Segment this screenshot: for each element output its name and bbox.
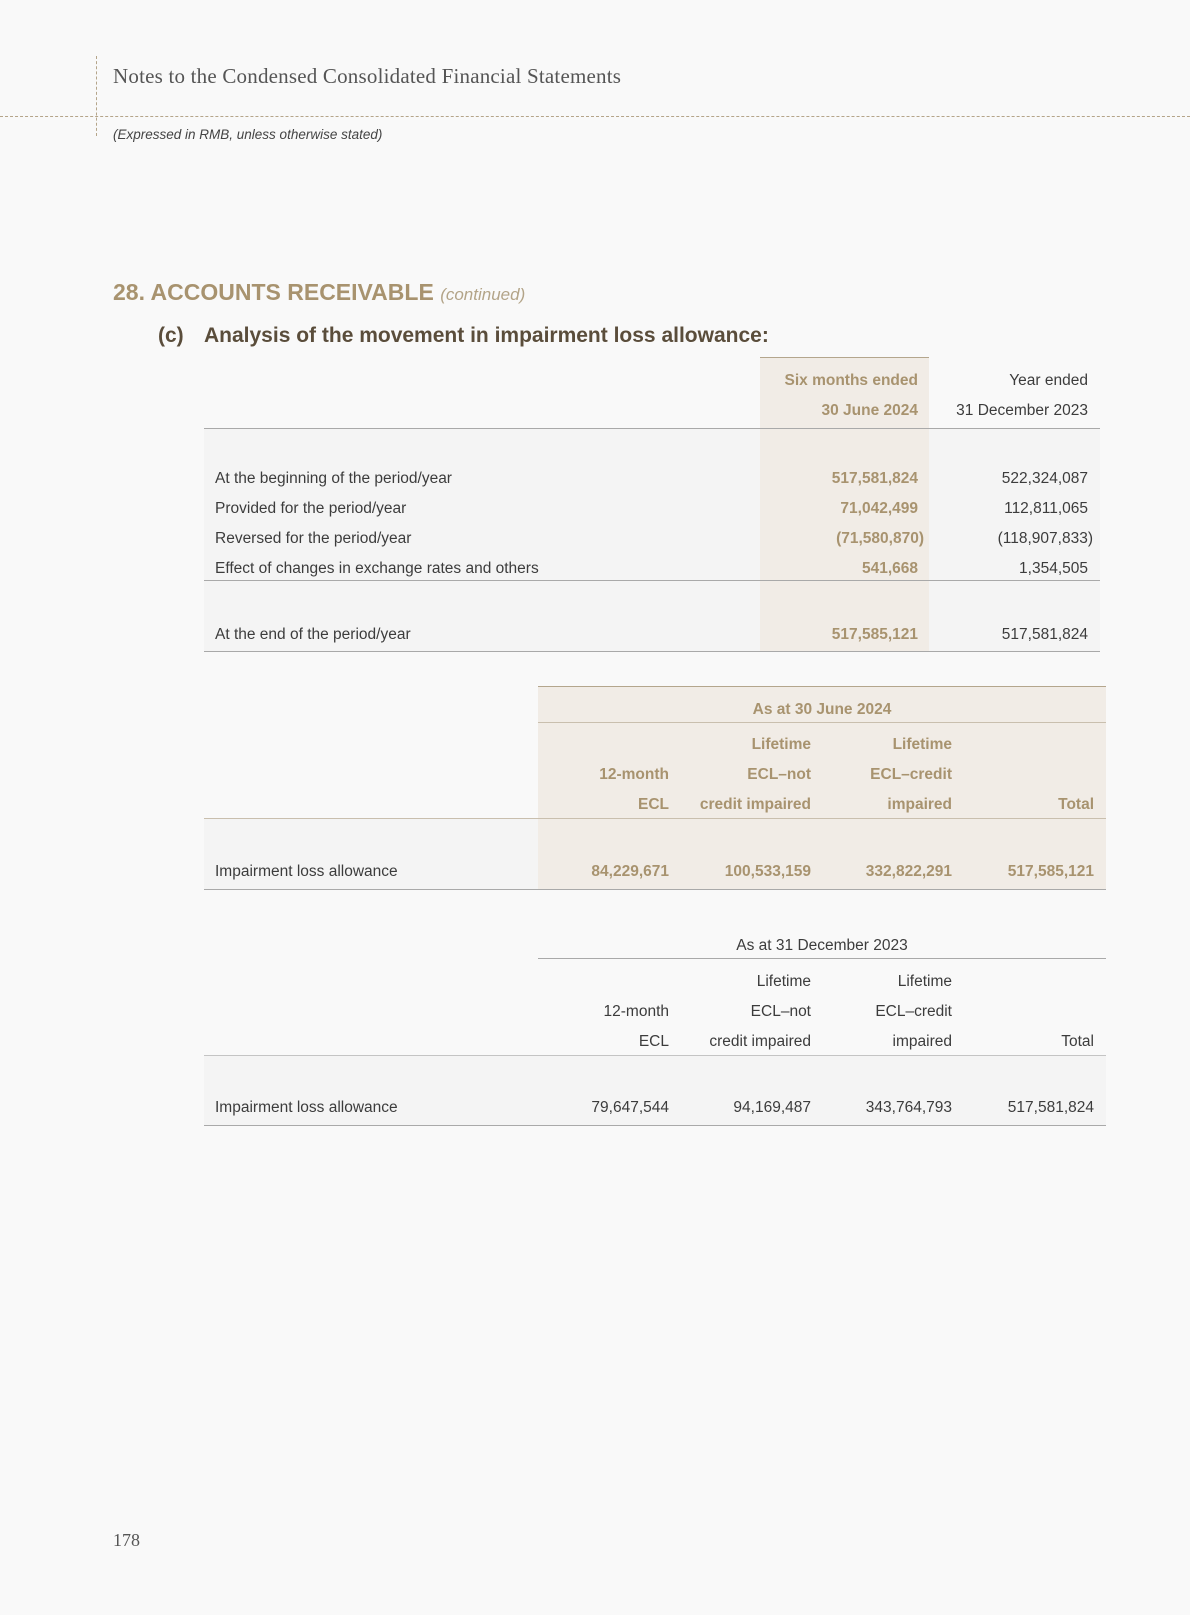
ecl-2024-header-rule — [204, 818, 1106, 819]
ecl-2024-h2-line2: ECL–not — [747, 766, 811, 783]
ecl-2024-h3-line1: Lifetime — [892, 736, 952, 753]
ecl-2024-caption: As at 30 June 2024 — [752, 701, 892, 718]
subsection-title — [158, 324, 769, 348]
ecl-2023-h4-line3: Total — [1061, 1033, 1094, 1050]
page-number: 178 — [113, 1530, 140, 1550]
ecl-2023-value-not-impaired: 94,169,487 — [733, 1099, 811, 1116]
col-prior-header-line2: 31 December 2023 — [956, 402, 1088, 419]
row-value-2023: 517,581,824 — [1001, 626, 1088, 643]
ecl-2024-value-not-impaired: 100,533,159 — [724, 863, 811, 880]
ecl-2023-caption: As at 31 December 2023 — [736, 937, 908, 954]
total-rule — [204, 651, 1100, 652]
row-label: At the beginning of the period/year — [215, 470, 452, 487]
row-value-2024: 517,585,121 — [831, 626, 918, 643]
ecl-2023-h2-line1: Lifetime — [756, 973, 811, 990]
ecl-2024-caption-rule — [538, 722, 1106, 723]
header-title: Notes to the Condensed Consolidated Financial Statements — [113, 64, 622, 88]
ecl-2024-h1-line3: ECL — [638, 796, 669, 813]
ecl-2024-value-credit-impaired: 332,822,291 — [865, 863, 952, 880]
ecl-2023-caption-rule — [538, 958, 1106, 959]
row-value-2023: 112,811,065 — [1004, 500, 1088, 517]
ecl-2023-h2-line3: credit impaired — [709, 1033, 811, 1050]
ecl-2023-value-credit-impaired: 343,764,793 — [865, 1099, 952, 1116]
row-value-2023: 522,324,087 — [1001, 470, 1088, 487]
ecl-2024-value-total: 517,585,121 — [1007, 863, 1094, 880]
col-prior-header-line1: Year ended — [1009, 372, 1088, 389]
header-vertical-rule — [96, 56, 97, 136]
ecl-2023-bottom-rule — [204, 1125, 1106, 1126]
ecl-2023-h3-line1: Lifetime — [897, 973, 952, 990]
row-value-2024: 517,581,824 — [831, 470, 918, 487]
ecl-2023-h3-line3: impaired — [892, 1033, 952, 1050]
ecl-2024-h4-line3: Total — [1058, 796, 1094, 813]
section-number: 28. — [113, 279, 145, 305]
col-current-header-line2: 30 June 2024 — [821, 402, 918, 419]
ecl-2024-h3-line3: impaired — [887, 796, 952, 813]
ecl-2023-h3-line2: ECL–credit — [875, 1003, 952, 1020]
section-continued: (continued) — [440, 285, 526, 304]
row-value-2023: (118,907,833) — [997, 530, 1093, 547]
ecl-2023-value-total: 517,581,824 — [1007, 1099, 1094, 1116]
ecl-2024-bottom-rule — [204, 889, 1106, 890]
ecl-2023-h1-line3: ECL — [638, 1033, 669, 1050]
section-name: ACCOUNTS RECEIVABLE — [150, 279, 434, 305]
ecl-2024-value-12month: 84,229,671 — [591, 863, 669, 880]
ecl-2024-top-rule — [538, 686, 1106, 687]
ecl-2023-h2-line2: ECL–not — [750, 1003, 811, 1020]
row-value-2024: (71,580,870) — [836, 530, 924, 547]
subtotal-rule — [204, 580, 1100, 581]
section-title — [113, 279, 525, 306]
row-label: Provided for the period/year — [215, 500, 407, 517]
row-label: Reversed for the period/year — [215, 530, 412, 547]
row-value-2023: 1,354,505 — [1019, 560, 1088, 577]
header-note: (Expressed in RMB, unless otherwise stated) — [113, 127, 383, 142]
current-column-top-rule — [760, 357, 929, 358]
subsection-text: Analysis of the movement in impairment loss allowance: — [204, 324, 769, 347]
ecl-2024-h2-line1: Lifetime — [751, 736, 811, 753]
ecl-2024-h3-line2: ECL–credit — [870, 766, 952, 783]
header-horizontal-rule — [0, 116, 1190, 117]
row-label: Impairment loss allowance — [215, 1099, 398, 1116]
row-value-2024: 541,668 — [861, 560, 918, 577]
ecl-2023-value-12month: 79,647,544 — [591, 1099, 669, 1116]
col-current-header-line1: Six months ended — [784, 372, 918, 389]
ecl-2024-h1-line2: 12-month — [599, 766, 669, 783]
row-label: Impairment loss allowance — [215, 863, 398, 880]
movement-header-rule — [204, 428, 1100, 429]
ecl-2023-h1-line2: 12-month — [603, 1003, 669, 1020]
ecl-2024-h2-line3: credit impaired — [699, 796, 811, 813]
row-value-2024: 71,042,499 — [840, 500, 918, 517]
ecl-2023-header-rule — [204, 1055, 1106, 1056]
subsection-label: (c) — [158, 324, 184, 347]
row-label: Effect of changes in exchange rates and others — [215, 560, 539, 577]
row-label: At the end of the period/year — [215, 626, 411, 643]
